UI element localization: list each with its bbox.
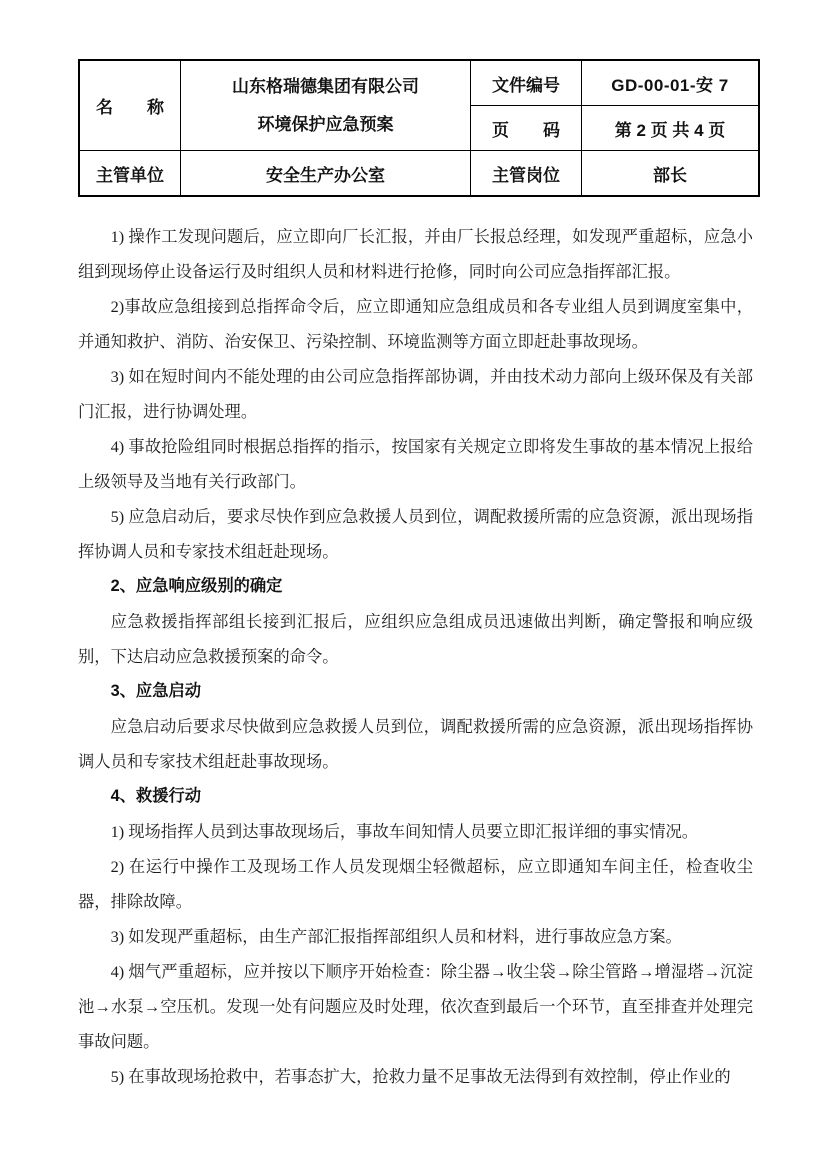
page-number-label-cell: 页 码: [471, 106, 582, 151]
document-title: 环境保护应急预案: [257, 114, 394, 134]
paragraph: 5) 应急启动后，要求尽快作到应急救援人员到位，调配救援所需的应急资源，派出现场指挥协调人员和专家技术组赶赴现场。: [78, 507, 753, 561]
name-label-cell: 名 称: [79, 60, 181, 151]
section-heading: 4、救援行动: [110, 787, 202, 805]
paragraph: 2)事故应急组接到总指挥命令后，应立即通知应急组成员和各专业组人员到调度室集中，并通知救护、消防、治安保卫、污染控制、环境监测等方面立即赶赴事故现场。: [78, 297, 753, 351]
paragraph: 2) 在运行中操作工及现场工作人员发现烟尘轻微超标，应立即通知车间主任，检查收尘器，排除故障。: [78, 857, 753, 911]
table-row: [79, 60, 759, 106]
section-heading: 3、应急启动: [110, 682, 202, 700]
table-row: [79, 151, 759, 197]
paragraph: 4) 事故抢险组同时根据总指挥的指示，按国家有关规定立即将发生事故的基本情况上报给上级领导及当地有关行政部门。: [78, 437, 753, 491]
dept-value-cell: 安全生产办公室: [181, 151, 471, 197]
doc-number-label-cell: 文件编号: [471, 60, 582, 106]
position-label-cell: 主管岗位: [471, 151, 582, 197]
paragraph: 3) 如发现严重超标，由生产部汇报指挥部组织人员和材料，进行事故应急方案。: [110, 927, 682, 946]
paragraph: 1) 现场指挥人员到达事故现场后，事故车间知情人员要立即汇报详细的事实情况。: [110, 822, 699, 841]
page-number-value-cell: 第 2 页 共 4 页: [582, 106, 760, 151]
company-name: 山东格瑞德集团有限公司: [232, 76, 419, 96]
document-header-table: [78, 59, 760, 197]
paragraph: 4) 烟气严重超标，应并按以下顺序开始检查：除尘器→收尘袋→除尘管路→增湿塔→沉淀池→水泵→空压机。发现一处有问题应及时处理，依次查到最后一个环节，直至排查并处理完事故问题。: [78, 962, 753, 1051]
paragraph: 1) 操作工发现问题后，应立即向厂长汇报，并由厂长报总经理，如发现严重超标，应急小组到现场停止设备运行及时组织人员和材料进行抢修，同时向公司应急指挥部汇报。: [78, 227, 753, 281]
paragraph: 应急启动后要求尽快做到应急救援人员到位，调配救援所需的应急资源，派出现场指挥协调人员和专家技术组赶赴事故现场。: [78, 717, 753, 771]
dept-label-cell: 主管单位: [79, 151, 181, 197]
document-title-cell: [181, 60, 471, 151]
doc-number-value-cell: GD-00-01-安 7: [582, 60, 760, 106]
document-body: [78, 219, 753, 1094]
paragraph: 5) 在事故现场抢救中，若事态扩大，抢救力量不足事故无法得到有效控制，停止作业的: [110, 1067, 731, 1086]
section-heading: 2、应急响应级别的确定: [110, 577, 283, 595]
position-value-cell: 部长: [582, 151, 760, 197]
paragraph: 应急救援指挥部组长接到汇报后，应组织应急组成员迅速做出判断，确定警报和响应级别，下达启动应急救援预案的命令。: [78, 612, 753, 666]
paragraph: 3) 如在短时间内不能处理的由公司应急指挥部协调，并由技术动力部向上级环保及有关部门汇报，进行协调处理。: [78, 367, 753, 421]
